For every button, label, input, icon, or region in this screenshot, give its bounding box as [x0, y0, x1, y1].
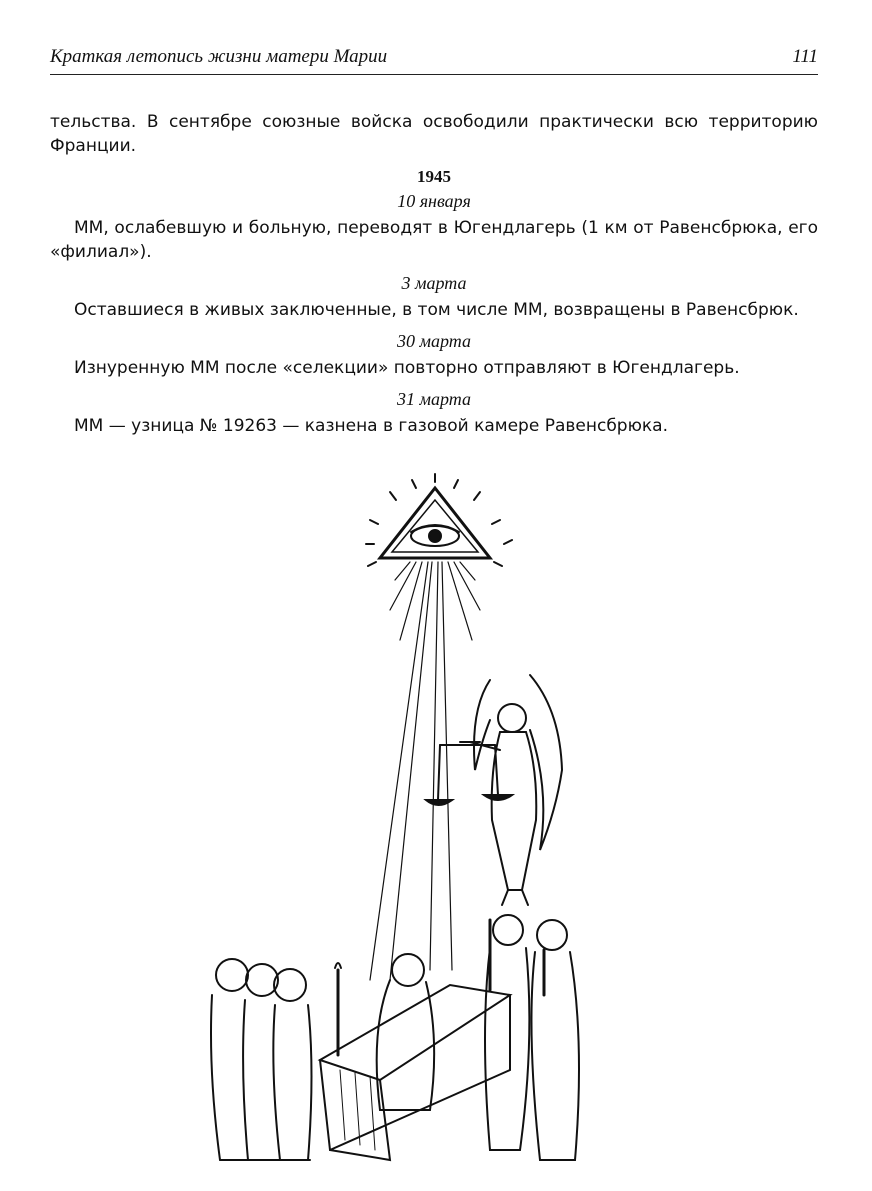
mourners-right-icon	[485, 915, 579, 1160]
coffin-icon	[320, 985, 510, 1160]
angel-with-scales-icon	[426, 675, 562, 905]
entry-text: ММ, ослабевшую и больную, переводят в Югендлагерь (1 км от Равенсбрюка, его «филиал»).	[50, 218, 818, 262]
chronicle-text	[50, 110, 818, 438]
entry-text: ММ — узница № 19263 — казнена в газовой камере Равенсбрюка.	[74, 416, 668, 436]
icon-style-illustration	[190, 470, 610, 1170]
running-title: Краткая летопись жизни матери Марии	[50, 46, 388, 67]
carryover-paragraph: тельства. В сентябре союзные войска освободили практически всю территорию Франции.	[50, 112, 818, 156]
entry-date: 30 марта	[397, 331, 471, 351]
light-beams-icon	[370, 562, 480, 980]
bending-figure-icon	[377, 954, 435, 1110]
year-heading: 1945	[417, 167, 451, 186]
entry-text: Изнуренную ММ после «селекции» повторно отправляют в Югендлагерь.	[74, 358, 740, 378]
page-number: 111	[792, 46, 818, 67]
entry-date: 31 марта	[397, 389, 471, 409]
entry-date: 3 марта	[401, 273, 467, 293]
entry-date: 10 января	[397, 191, 471, 211]
entry-text: Оставшиеся в живых заключенные, в том числе ММ, возвращены в Равенсбрюк.	[74, 300, 799, 320]
running-header	[50, 44, 818, 75]
all-seeing-eye-icon	[366, 474, 512, 566]
